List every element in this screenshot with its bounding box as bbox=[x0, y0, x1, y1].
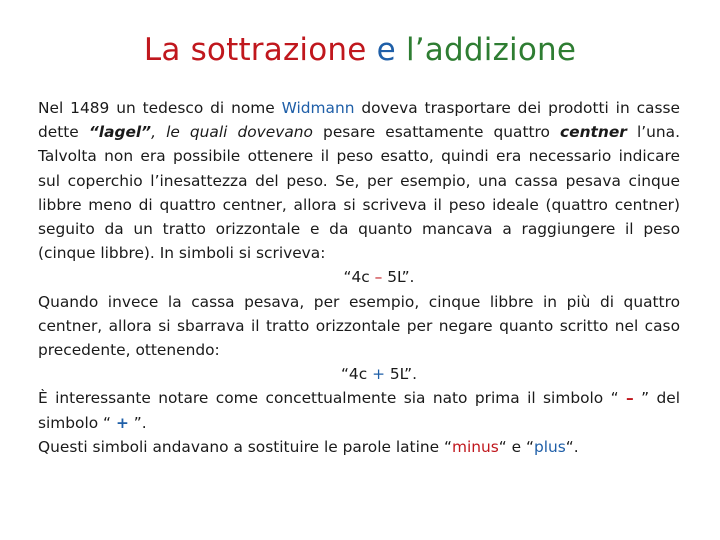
word-minus: minus bbox=[451, 437, 499, 456]
title-part-addizione: l’addizione bbox=[405, 32, 577, 68]
formula-minus: “4c – 5L”. bbox=[343, 268, 415, 287]
title-part-sottrazione: La sottrazione bbox=[143, 32, 367, 68]
minus-symbol-inline: – bbox=[626, 389, 634, 408]
name-widmann: Widmann bbox=[281, 99, 355, 117]
slide-body bbox=[38, 96, 680, 459]
plus-sign: + bbox=[372, 365, 385, 384]
paragraph-symbols-order: È interessante notare come concettualmente sia nato prima il simbolo “ – ” del simbolo “ + ”. bbox=[38, 389, 680, 432]
paragraph-latin-words: Questi simboli andavano a sostituire le parole latine “minus“ e “plus“. bbox=[38, 437, 579, 456]
minus-sign: – bbox=[374, 268, 383, 287]
formula-plus: “4c + 5L”. bbox=[340, 365, 418, 384]
term-centner: centner bbox=[560, 123, 627, 142]
plus-symbol-inline: + bbox=[115, 413, 129, 432]
paragraph-widmann: Nel 1489 un tedesco di nome Widmann doveva trasportare dei prodotti in casse dette “lagel”, le quali dovevano pesare esattamente quattro centner l’una. Talvolta non era possibile ottenere il peso esatto, quindi era necessario indicare sul coperchio l’inesattezza del peso. Se, per esempio, una cassa pesava cinque libbre meno di quattro centner, allora si scriveva il peso ideale (quattro centner) seguito da un tratto orizzontale e da quanto mancava a raggiungere il peso (cinque libbre). In simboli si scriveva: bbox=[38, 99, 680, 263]
word-plus: plus bbox=[533, 437, 566, 456]
term-lagel: “lagel” bbox=[88, 123, 152, 142]
title-part-e: e bbox=[376, 32, 396, 68]
paragraph-plus-case: Quando invece la cassa pesava, per esempio, cinque libbre in più di quattro centner, allora si sbarrava il tratto orizzontale per negare quanto scritto nel caso precedente, ottenendo: bbox=[38, 292, 680, 360]
slide-title bbox=[0, 28, 720, 72]
